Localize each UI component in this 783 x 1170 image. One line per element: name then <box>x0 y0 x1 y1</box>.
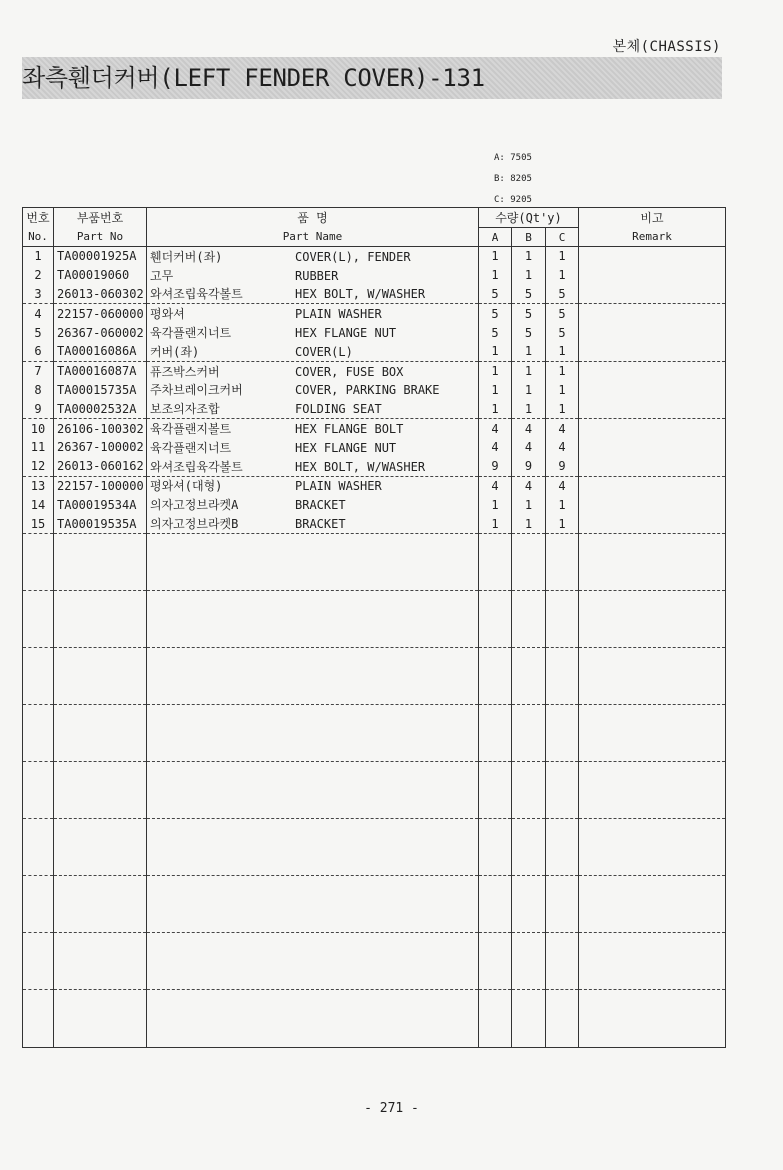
qty-a: 4 <box>479 476 512 495</box>
qty-b: 1 <box>512 399 546 418</box>
qty-a: 5 <box>479 285 512 304</box>
part-name-kr: 육각플랜지너트 <box>150 326 232 341</box>
empty-cell <box>479 989 512 1047</box>
empty-cell <box>546 761 579 818</box>
empty-cell <box>147 590 479 647</box>
qty-a: 5 <box>479 304 512 323</box>
empty-cell <box>512 704 546 761</box>
empty-cell <box>512 818 546 875</box>
qty-a: 1 <box>479 342 512 361</box>
part-name <box>147 457 479 476</box>
qty-b: 1 <box>512 247 546 266</box>
empty-cell <box>54 704 147 761</box>
qty-c: 1 <box>546 247 579 266</box>
table-row <box>23 399 726 418</box>
qty-c: 5 <box>546 323 579 342</box>
part-name-kr: 의자고정브라켓A <box>150 498 239 513</box>
qty-c: 4 <box>546 438 579 457</box>
empty-cell <box>54 875 147 932</box>
part-name <box>147 285 479 304</box>
part-name-kr: 육각플랜지볼트 <box>150 422 232 437</box>
part-name-kr: 퓨즈박스커버 <box>150 364 220 379</box>
item-number: 12 <box>23 457 54 476</box>
item-number: 1 <box>23 247 54 266</box>
empty-cell <box>546 989 579 1047</box>
parts-table <box>22 207 726 1048</box>
section-label: 본체(CHASSIS) <box>612 39 721 55</box>
item-number: 5 <box>23 323 54 342</box>
part-name-en: COVER, FUSE BOX <box>295 364 404 379</box>
part-number: TA00015735A <box>54 381 147 400</box>
part-name-en: HEX BOLT, W/WASHER <box>295 287 426 302</box>
remark <box>579 457 726 476</box>
qty-a: 1 <box>479 361 512 380</box>
empty-cell <box>479 875 512 932</box>
qty-b: 4 <box>512 438 546 457</box>
header-no-kr: 번호 <box>23 208 54 228</box>
qty-b: 4 <box>512 476 546 495</box>
empty-cell <box>23 533 54 590</box>
empty-cell <box>512 932 546 989</box>
part-name-en: COVER, PARKING BRAKE <box>295 383 440 398</box>
empty-cell <box>23 818 54 875</box>
qty-a: 1 <box>479 381 512 400</box>
empty-cell <box>546 932 579 989</box>
qty-a: 1 <box>479 495 512 514</box>
qty-a: 4 <box>479 419 512 438</box>
remark <box>579 304 726 323</box>
empty-cell <box>147 932 479 989</box>
qty-a: 5 <box>479 323 512 342</box>
qty-c: 5 <box>546 285 579 304</box>
part-number: 26106-100302 <box>54 419 147 438</box>
empty-cell <box>54 533 147 590</box>
remark <box>579 476 726 495</box>
item-number: 6 <box>23 342 54 361</box>
remark <box>579 285 726 304</box>
empty-cell <box>479 932 512 989</box>
qty-c: 1 <box>546 381 579 400</box>
empty-cell <box>579 875 726 932</box>
empty-cell <box>54 989 147 1047</box>
empty-cell <box>579 818 726 875</box>
part-name <box>147 438 479 457</box>
empty-cell <box>579 989 726 1047</box>
part-name-en: PLAIN WASHER <box>295 479 382 494</box>
item-number: 15 <box>23 514 54 533</box>
part-name-en: BRACKET <box>295 498 346 513</box>
empty-cell <box>512 989 546 1047</box>
part-name-kr: 평와셔 <box>150 307 185 322</box>
qty-b: 5 <box>512 323 546 342</box>
qty-c: 4 <box>546 419 579 438</box>
empty-cell <box>54 932 147 989</box>
page-title: 좌측휀더커버(LEFT FENDER COVER)-131 <box>22 57 722 99</box>
table-row <box>23 495 726 514</box>
empty-cell <box>579 761 726 818</box>
part-name-kr: 육각플랜지너트 <box>150 440 232 455</box>
qty-c: 1 <box>546 266 579 285</box>
qty-c: 1 <box>546 361 579 380</box>
part-name-kr: 평와셔(대형) <box>150 479 223 494</box>
empty-cell <box>579 647 726 704</box>
part-number: 22157-100000 <box>54 476 147 495</box>
empty-row <box>23 533 726 590</box>
qty-b: 4 <box>512 419 546 438</box>
remark <box>579 381 726 400</box>
qty-b: 1 <box>512 514 546 533</box>
table-row <box>23 323 726 342</box>
qty-c: 1 <box>546 495 579 514</box>
part-number: 22157-060000 <box>54 304 147 323</box>
header-name-kr: 품 명 <box>147 208 479 228</box>
part-name-en: HEX FLANGE BOLT <box>295 422 404 437</box>
empty-cell <box>546 818 579 875</box>
empty-cell <box>512 761 546 818</box>
part-number: 26367-060002 <box>54 323 147 342</box>
part-name-en: FOLDING SEAT <box>295 402 382 417</box>
empty-cell <box>147 761 479 818</box>
item-number: 14 <box>23 495 54 514</box>
qty-c: 1 <box>546 342 579 361</box>
header-remark-kr: 비고 <box>579 208 726 228</box>
part-name-en: HEX BOLT, W/WASHER <box>295 459 426 474</box>
table-row <box>23 419 726 438</box>
part-name <box>147 419 479 438</box>
header-qty: 수량(Qt'y) <box>479 208 579 228</box>
model-a: A: 7505 <box>494 153 532 163</box>
table-row <box>23 247 726 266</box>
part-name <box>147 476 479 495</box>
empty-cell <box>579 704 726 761</box>
empty-row <box>23 704 726 761</box>
empty-cell <box>147 989 479 1047</box>
part-name <box>147 381 479 400</box>
item-number: 9 <box>23 399 54 418</box>
qty-b: 1 <box>512 381 546 400</box>
qty-b: 1 <box>512 342 546 361</box>
part-name-en: PLAIN WASHER <box>295 307 382 322</box>
empty-cell <box>23 704 54 761</box>
empty-cell <box>23 761 54 818</box>
qty-c: 9 <box>546 457 579 476</box>
qty-b: 1 <box>512 361 546 380</box>
remark <box>579 514 726 533</box>
empty-cell <box>23 932 54 989</box>
part-name <box>147 399 479 418</box>
table-row <box>23 457 726 476</box>
remark <box>579 399 726 418</box>
part-name-kr: 휀더커버(좌) <box>150 249 223 264</box>
empty-cell <box>546 590 579 647</box>
item-number: 13 <box>23 476 54 495</box>
qty-b: 5 <box>512 304 546 323</box>
part-number: TA00002532A <box>54 399 147 418</box>
empty-cell <box>479 590 512 647</box>
remark <box>579 247 726 266</box>
empty-cell <box>147 704 479 761</box>
qty-b: 1 <box>512 495 546 514</box>
header-part-no-en: Part No <box>54 228 147 247</box>
table-row <box>23 266 726 285</box>
table-row <box>23 304 726 323</box>
table-row <box>23 285 726 304</box>
part-name <box>147 247 479 266</box>
empty-cell <box>147 533 479 590</box>
part-number: 26367-100002 <box>54 438 147 457</box>
part-name-kr: 의자고정브라켓B <box>150 517 239 532</box>
empty-row <box>23 590 726 647</box>
part-number: 26013-060162 <box>54 457 147 476</box>
empty-cell <box>546 704 579 761</box>
item-number: 8 <box>23 381 54 400</box>
remark <box>579 438 726 457</box>
remark <box>579 323 726 342</box>
empty-cell <box>23 647 54 704</box>
header-name-en: Part Name <box>147 228 479 247</box>
part-number: TA00016086A <box>54 342 147 361</box>
remark <box>579 361 726 380</box>
empty-cell <box>546 533 579 590</box>
empty-cell <box>54 818 147 875</box>
empty-cell <box>512 590 546 647</box>
part-name-en: COVER(L) <box>295 344 353 359</box>
table-row <box>23 361 726 380</box>
empty-row <box>23 875 726 932</box>
qty-c: 1 <box>546 399 579 418</box>
part-name-kr: 고무 <box>150 268 174 283</box>
qty-c: 4 <box>546 476 579 495</box>
empty-cell <box>512 533 546 590</box>
table-row <box>23 438 726 457</box>
table-row <box>23 342 726 361</box>
part-number: TA00019535A <box>54 514 147 533</box>
part-name <box>147 514 479 533</box>
empty-cell <box>147 647 479 704</box>
qty-b: 9 <box>512 457 546 476</box>
qty-c: 1 <box>546 514 579 533</box>
qty-a: 9 <box>479 457 512 476</box>
empty-cell <box>479 761 512 818</box>
empty-cell <box>479 647 512 704</box>
empty-row <box>23 989 726 1047</box>
part-name-en: COVER(L), FENDER <box>295 249 411 264</box>
qty-c: 5 <box>546 304 579 323</box>
part-name-kr: 보조의자조합 <box>150 402 220 417</box>
model-c: C: 9205 <box>494 195 532 205</box>
part-name <box>147 304 479 323</box>
item-number: 10 <box>23 419 54 438</box>
empty-cell <box>546 875 579 932</box>
qty-a: 1 <box>479 266 512 285</box>
empty-row <box>23 647 726 704</box>
qty-a: 1 <box>479 399 512 418</box>
part-name <box>147 323 479 342</box>
header-qty-a: A <box>479 228 512 247</box>
empty-cell <box>54 761 147 818</box>
part-name <box>147 495 479 514</box>
empty-row <box>23 761 726 818</box>
qty-a: 1 <box>479 247 512 266</box>
part-number: TA00016087A <box>54 361 147 380</box>
qty-a: 1 <box>479 514 512 533</box>
part-name-kr: 주차브레이크커버 <box>150 383 243 398</box>
qty-a: 4 <box>479 438 512 457</box>
empty-cell <box>479 533 512 590</box>
part-name <box>147 266 479 285</box>
empty-cell <box>579 590 726 647</box>
remark <box>579 266 726 285</box>
item-number: 11 <box>23 438 54 457</box>
empty-row <box>23 932 726 989</box>
header-remark-en: Remark <box>579 228 726 247</box>
part-name-kr: 와셔조립육각볼트 <box>150 459 243 474</box>
item-number: 2 <box>23 266 54 285</box>
item-number: 7 <box>23 361 54 380</box>
qty-b: 1 <box>512 266 546 285</box>
empty-cell <box>479 704 512 761</box>
part-name-kr: 와셔조립육각볼트 <box>150 287 243 302</box>
empty-cell <box>54 647 147 704</box>
model-legend <box>494 148 532 211</box>
empty-cell <box>512 875 546 932</box>
header-no-en: No. <box>23 228 54 247</box>
empty-cell <box>147 875 479 932</box>
part-name-en: HEX FLANGE NUT <box>295 326 397 341</box>
empty-cell <box>23 989 54 1047</box>
remark <box>579 495 726 514</box>
part-number: TA00019534A <box>54 495 147 514</box>
empty-cell <box>54 590 147 647</box>
item-number: 3 <box>23 285 54 304</box>
empty-cell <box>23 875 54 932</box>
table-row <box>23 476 726 495</box>
part-number: TA00019060 <box>54 266 147 285</box>
empty-cell <box>579 533 726 590</box>
part-number: TA00001925A <box>54 247 147 266</box>
table-row <box>23 514 726 533</box>
table-row <box>23 381 726 400</box>
remark <box>579 342 726 361</box>
page-number: - 271 - <box>364 1101 419 1116</box>
part-name <box>147 361 479 380</box>
part-name-en: BRACKET <box>295 517 346 532</box>
part-name-kr: 커버(좌) <box>150 344 200 359</box>
header-qty-b: B <box>512 228 546 247</box>
empty-cell <box>147 818 479 875</box>
empty-cell <box>23 590 54 647</box>
item-number: 4 <box>23 304 54 323</box>
empty-cell <box>512 647 546 704</box>
empty-row <box>23 818 726 875</box>
remark <box>579 419 726 438</box>
part-name-en: RUBBER <box>295 268 339 283</box>
empty-cell <box>579 932 726 989</box>
model-b: B: 8205 <box>494 174 532 184</box>
part-name-en: HEX FLANGE NUT <box>295 440 397 455</box>
part-number: 26013-060302 <box>54 285 147 304</box>
empty-cell <box>546 647 579 704</box>
part-name <box>147 342 479 361</box>
header-part-no-kr: 부품번호 <box>54 208 147 228</box>
empty-cell <box>479 818 512 875</box>
header-qty-c: C <box>546 228 579 247</box>
qty-b: 5 <box>512 285 546 304</box>
